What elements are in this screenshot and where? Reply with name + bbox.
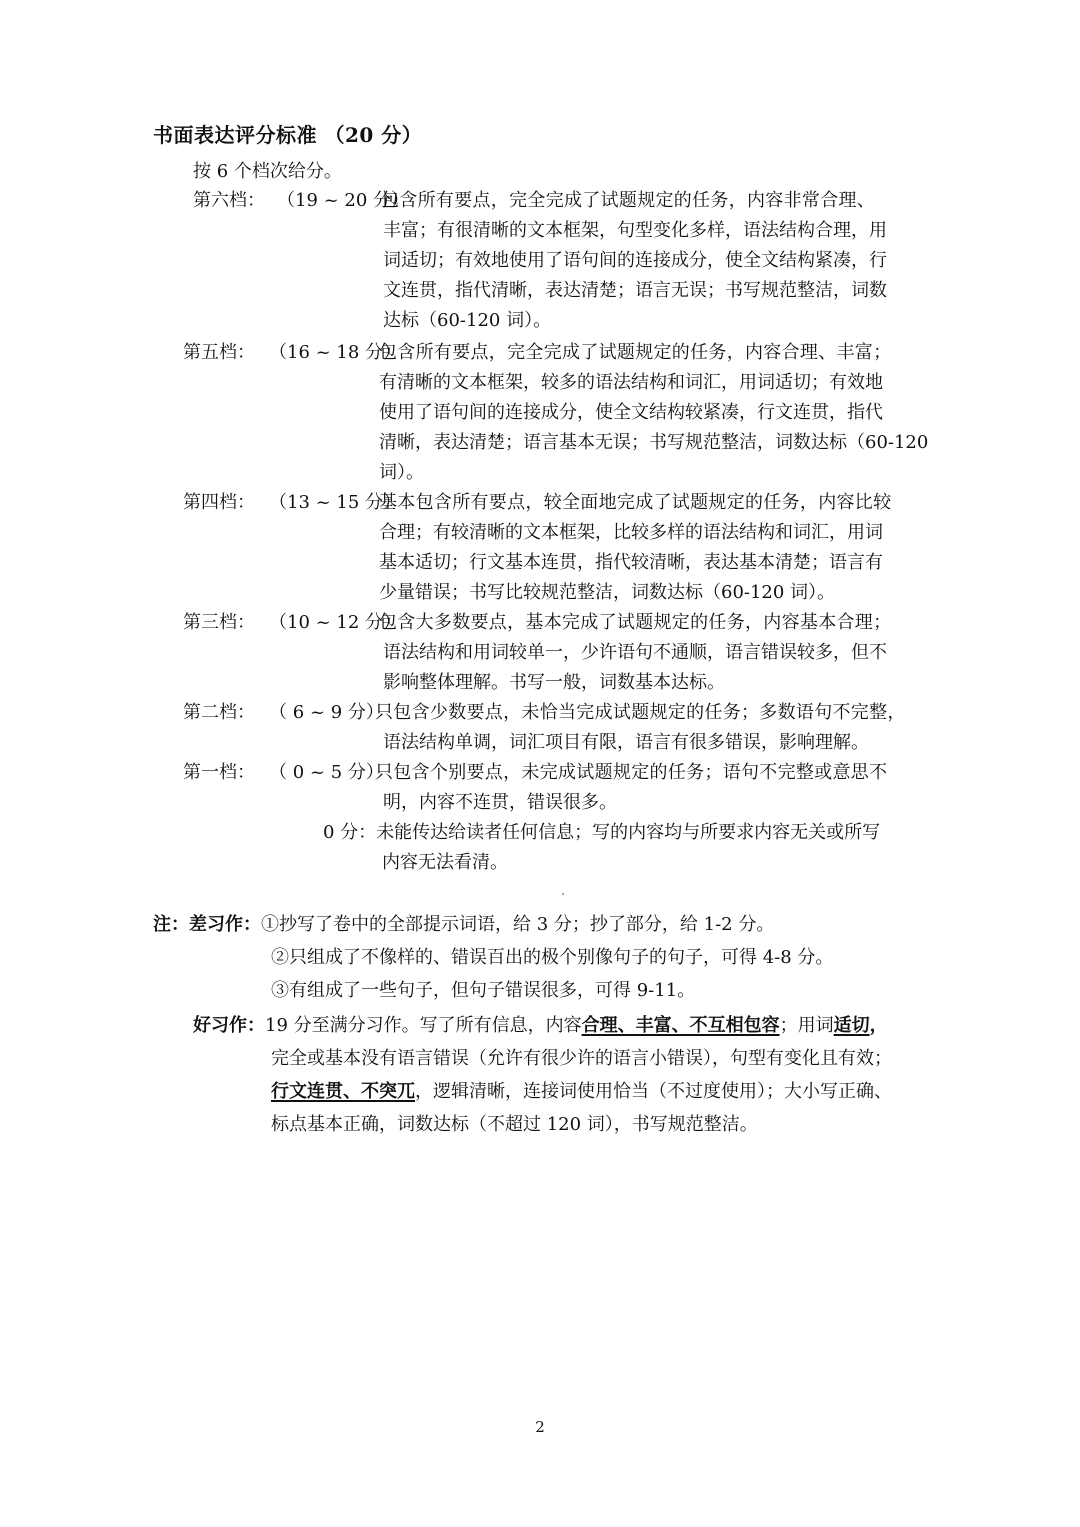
good-text: ；用词 (779, 1015, 834, 1036)
good-emphasis: 适切 (833, 1015, 870, 1036)
desc-line: 明，内容不连贯，错误很多。 (383, 792, 617, 813)
desc-line: 有清晰的文本框架，较多的语法结构和词汇，用词适切；有效地 (379, 372, 883, 393)
desc-line: 丰富；有很清晰的文本框架，句型变化多样，语法结构合理，用 (383, 220, 887, 241)
level-score: （19 ~ 20 分） (277, 190, 410, 211)
good-emphasis: 行文连贯、不突兀 (271, 1081, 415, 1102)
good-text: ，逻辑清晰，连接词使用恰当（不过度使用）；大小写正确、 (415, 1081, 892, 1102)
good-essay-section (193, 1009, 892, 1141)
poor-item-3: ③有组成了一些句子，但句子错误很多，可得 9-11。 (271, 980, 696, 1001)
level-name: 第三档： (183, 612, 255, 633)
note-prefix: 注： (153, 914, 189, 935)
zero-line-2: 内容无法看清。 (382, 852, 508, 873)
speck (562, 893, 564, 895)
good-label: 好习作： (193, 1015, 265, 1036)
level-3 (183, 608, 943, 638)
level-score: （13 ~ 15 分） (269, 492, 402, 513)
level-description (379, 338, 943, 368)
desc-line: 使用了语句间的连接成分，使全文结构较紧凑，行文连贯，指代 (379, 402, 883, 423)
level-zero (323, 818, 880, 878)
desc-line: 包含所有要点，完全完成了试题规定的任务，内容合理、丰富； (379, 342, 892, 363)
desc-line: 清晰，表达清楚；语言基本无误；书写规范整洁，词数达标（60-120 (379, 432, 929, 453)
level-description (379, 488, 943, 518)
level-name: 第四档： (183, 492, 255, 513)
level-5-continuation (379, 368, 928, 488)
poor-item-2: ②只组成了不像样的、错误百出的极个别像句子的句子，可得 4-8 分。 (271, 947, 834, 968)
good-text: 19 分至满分习作。写了所有信息，内容 (265, 1015, 582, 1036)
good-emphasis: 合理、丰富、不互相包容 (581, 1015, 780, 1036)
level-score: （ 0 ~ 5 分） (269, 762, 384, 783)
notes-section (153, 908, 833, 1007)
level-description (381, 186, 953, 216)
desc-line: 语法结构和用词较单一，少许语句不通顺，语言错误较多，但不 (383, 642, 887, 663)
level-2-continuation (383, 728, 869, 758)
level-4 (183, 488, 943, 518)
poor-label: 差习作： (189, 914, 261, 935)
level-6-continuation (383, 216, 887, 336)
level-1 (183, 758, 943, 788)
desc-line: 基本包含所有要点，较全面地完成了试题规定的任务，内容比较 (379, 492, 892, 513)
level-6 (193, 186, 953, 216)
desc-line: 少量错误；书写比较规范整洁，词数达标（60-120 词）。 (379, 582, 836, 603)
page-number: 2 (535, 1418, 545, 1436)
desc-line: 词）。 (379, 462, 424, 483)
level-score: （ 6 ~ 9 分） (269, 702, 384, 723)
desc-line: 包含大多数要点，基本完成了试题规定的任务，内容基本合理； (379, 612, 892, 633)
level-5 (183, 338, 943, 368)
level-name: 第五档： (183, 342, 255, 363)
good-line-2: 完全或基本没有语言错误（允许有很少许的语言小错误），句型有变化且有效； (271, 1048, 892, 1069)
desc-line: 达标（60-120 词）。 (383, 310, 552, 331)
desc-line: 包含所有要点，完全完成了试题规定的任务，内容非常合理、 (381, 190, 876, 211)
desc-line: 只包含个别要点，未完成试题规定的任务；语句不完整或意思不 (375, 762, 888, 783)
level-1-continuation (383, 788, 617, 818)
level-name: 第一档： (183, 762, 255, 783)
zero-label: 0 分： (323, 822, 377, 843)
desc-line: 文连贯，指代清晰，表达清楚；语言无误；书写规范整洁，词数 (383, 280, 887, 301)
desc-line: 词适切；有效地使用了语句间的连接成分，使全文结构紧凑，行 (383, 250, 887, 271)
level-name: 第二档： (183, 702, 255, 723)
desc-line: 合理；有较清晰的文本框架，比较多样的语法结构和词汇，用词 (379, 522, 883, 543)
level-2 (183, 698, 943, 728)
desc-line: 只包含少数要点，未恰当完成试题规定的任务；多数语句不完整， (375, 702, 906, 723)
intro-text: 按 6 个档次给分。 (193, 161, 342, 182)
desc-line: 基本适切；行文基本连贯，指代较清晰，表达基本清楚；语言有 (379, 552, 883, 573)
level-score: （16 ~ 18 分） (269, 342, 402, 363)
level-3-continuation (383, 638, 887, 698)
poor-item-1: ①抄写了卷中的全部提示词语，给 3 分；抄了部分，给 1-2 分。 (261, 914, 775, 935)
good-line-4: 标点基本正确，词数达标（不超过 120 词），书写规范整洁。 (271, 1114, 758, 1135)
level-description (379, 608, 943, 638)
desc-line: 语法结构单调，词汇项目有限，语言有很多错误，影响理解。 (383, 732, 869, 753)
page-title: 书面表达评分标准 （20 分） (153, 123, 423, 147)
good-text: ， (869, 1015, 888, 1036)
level-name: 第六档： (193, 190, 265, 211)
level-description (375, 698, 943, 728)
level-description (375, 758, 943, 788)
level-4-continuation (379, 518, 883, 608)
level-score: （10 ~ 12 分） (269, 612, 402, 633)
zero-line-1: 未能传达给读者任何信息；写的内容均与所要求内容无关或所写 (376, 822, 881, 843)
desc-line: 影响整体理解。书写一般，词数基本达标。 (383, 672, 725, 693)
